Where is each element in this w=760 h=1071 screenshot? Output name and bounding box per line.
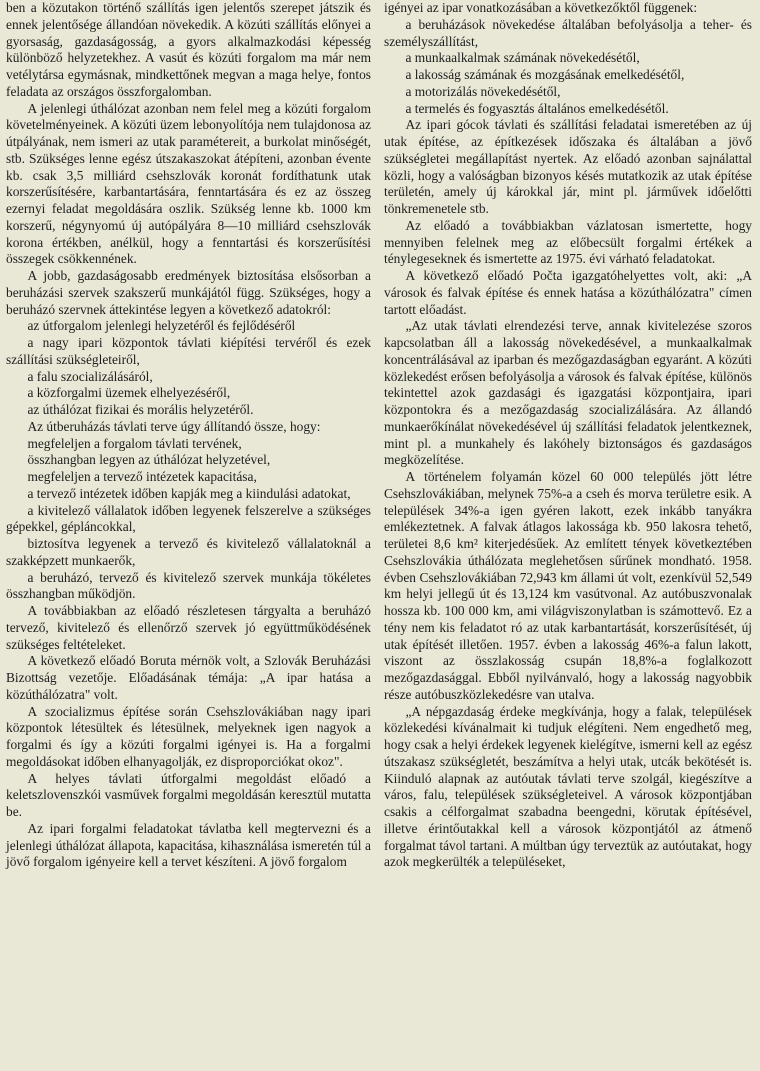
list-item: az úthálózat fizikai és morális helyzetéről.: [27, 402, 254, 417]
list-item: a közforgalmi üzemek elhelyezéséről,: [27, 385, 231, 401]
paragraph: Az előadó a továbbiakban vázlatosan ismertette, hogy mennyiben felelnek meg az előbecsült forgalmi értékek a ténylegeseknek és ismertette az 1975. évi várható feladatokat.: [384, 217, 752, 267]
paragraph: Az ipari forgalmi feladatokat távlatba kell megtervezni és a jelenlegi úthálózat állapota, kapacitása, kihasználása ismeretén túl a jövő forgalom igényeire kell a tervet készíteni. A jövő forgalom: [6, 820, 371, 870]
list-item: a kivitelező vállalatok időben legyenek felszerelve a szükséges gépekkel, gépláncokkal,: [6, 502, 371, 535]
list-item: megfeleljen a tervező intézetek kapacitása,: [27, 469, 257, 484]
paragraph: A jelenlegi úthálózat azonban nem felel meg a közúti forgalom követelményeinek. A közúti üzem lebonyolítója nem tulajdonosa az útpályának, nem ismeri az utak paramétereit, a burkolat minőségét, stb. Szükséges lenne egész útszakaszokat átépíteni, azonban évente kb. csak 3,5 milliárd csehszlovák koronát fordíthatunk utak korszerűsítésére, karbantartására, fenntartására és ez az összeg ezernyi feladat megoldására oszlik. Szükség lenne kb. 1000 km korszerű, négynyomú új autópályára 8—10 milliárd csehszlovák korona értékben, anélkül, hogy a fenntartási és korszerűsítési összegek csökkennének.: [6, 100, 371, 267]
paragraph: A jobb, gazdaságosabb eredmények biztosítása elsősorban a beruházási szervek szakszerű munkájától függ. Szükséges, hogy a beruházó szervnek áttekintése legyen a következő adatokról:: [6, 268, 371, 317]
list-item: a beruházások növekedése általában befolyásolja a teher- és személyszállítást,: [384, 16, 752, 49]
paragraph: igényei az ipar vonatkozásában a következőktől függenek:: [384, 0, 698, 15]
list-item: a motorizálás növekedésétől,: [405, 83, 561, 99]
paragraph: A következő előadó Počta igazgatóhelyettes volt, aki: „A városok és falvak építése és ennek hatása a közúthálózatra" címen tartott előadást.: [384, 268, 752, 317]
paragraph: A továbbiakban az előadó részletesen tárgyalta a beruházó tervező, kivitelező és ellenőrző szervek jó együttműködésének szükséges feltételeket.: [6, 603, 371, 652]
paragraph: A következő előadó Boruta mérnök volt, a Szlovák Beruházási Bizottság vezetője. Előadásának témája: „A ipar hatása a közúthálózatra" volt.: [6, 653, 371, 702]
list-item: biztosítva legyenek a tervező és kivitelező vállalatoknál a szakképzett munkaerők,: [6, 536, 371, 568]
list-item: megfeleljen a forgalom távlati tervének,: [27, 435, 242, 451]
list-item: a munkaalkalmak számának növekedésétől,: [405, 50, 640, 66]
list-item: az útforgalom jelenlegi helyzetéről és fejlődéséről: [27, 318, 296, 334]
paragraph: „Az utak távlati elrendezési terve, annak kivitelezése szoros kapcsolatban áll a lakosság növekedésével, a munkaalkalmak koncentrálásával az iparban és mezőgazdaságban egyaránt. A közúti közlekedést erősen befolyásolja a városok és falvak építése, különös tekintettel azok gazdasági és igazgatási központjaira, ipari központokra és a mezőgazdaság szocializálására. Az állandó munkaerőkínálat növekedésével új szállítási feladatok jelentkeznek, mint pl. a munkahely és lakóhely biztonságos és gazdaságos megközelítése.: [384, 318, 752, 468]
list-item: a lakosság számának és mozgásának emelkedésétől,: [405, 67, 685, 82]
paragraph: „A népgazdaság érdeke megkívánja, hogy a falak, települések közlekedési kívánalmait ki tudjuk elégíteni. Nem engedhető meg, hogy csak a helyi érdekek legyenek kielégítve, ismerni kell az egész útszakasz szükségletét, beszámítva a helyi utak, utcák bekötését is. Kiinduló alapnak az autóutak távlati terve szolgál, kiegészítve a város, falu, települések szükségleteivel. A városok központjában csakis a célforgalmat szabadna beengedni, körutak építésével, illetve érintőutakkal kell a városok központjától az átmenő forgalmat távol tartani. A múltban úgy terveztük az autóutakat, hogy azok megkerülték a településeket,: [384, 703, 752, 870]
left-column: [6, 0, 371, 871]
paragraph: A helyes távlati útforgalmi megoldást előadó a keletszlovenszkói vasművek forgalmi megoldásán keresztül mutatta be.: [6, 770, 371, 819]
list-item: a beruházó, tervező és kivitelező szervek munkája tökéletes összhangban működjön.: [6, 569, 371, 602]
list-item: a nagy ipari központok távlati kiépítési tervéről és ezek szállítási szükségleteiről,: [6, 335, 371, 367]
list-item: a tervező intézetek időben kapják meg a kiindulási adatokat,: [27, 485, 351, 501]
paragraph: ben a közutakon történő szállítás igen jelentős szerepet játszik és ennek jelentősége állandóan növekedik. A közúti szállítás előnyei a gyorsaság, gazdaságosság, a gyors alkalmazkodási képesség különböző helyzetekhez. A vasút és közúti forgalom ma már nem vetélytársa egymásnak, mindkettőnek megvan a maga helye, fontos feladata az országos összforgalomban.: [6, 0, 371, 99]
paragraph: A történelem folyamán közel 60 000 település jött létre Csehszlovákiában, melynek 75%-a a cseh és morva területre esik. A települések 34%-a igen gyéren lakott, ezek inkább tanyákra emlékeztetnek. A falvak átlagos lakossága kb. 950 lakosra tehető, területei 8,6 km² kiterjedésűek. Az említett tények következtében Csehszlovákia úthálózata meglehetősen sűrűnek mondható. 1958. évben Csehszlovákiában 72,943 km állami út volt, ezenkívül 52,549 km helyi jellegű út és 13,124 km vasútvonal. Az autóbuszvonalak hossza kb. 100 000 km, ami világviszonylatban is számottevő. Ez a tény nem kis feladatot ró az utak karbantartását, korszerűsítését, új utak építését illetően. 1957. évben a lakosság 46%-a falun lakott, viszont az összlakosság csupán 18,8%-a foglalkozott mezőgazdasággal. Ebből nyilvánvaló, hogy a lakosság nagyobbik része autóbuszközlekedésre van utalva.: [384, 469, 752, 702]
paragraph: Az útberuházás távlati terve úgy állítandó össze, hogy:: [27, 418, 321, 434]
right-column: [384, 0, 752, 871]
list-item: a falu szocializálásáról,: [27, 368, 153, 384]
list-item: a termelés és fogyasztás általános emelkedésétől.: [405, 100, 669, 116]
paragraph: Az ipari gócok távlati és szállítási feladatai ismeretében az új utak építése, az építkezések időszaka és általában a jövő szükségletei megállapítást nyertek. Az előadó azonban sajnálattal közli, hogy a valóságban bizonyos késés mutatkozik az utak építése területén, amely új károkkal jár, mint pl. járművek időelőtti tönkremenetele stb.: [384, 117, 752, 216]
list-item: összhangban legyen az úthálózat helyzetével,: [27, 452, 271, 468]
paragraph: A szocializmus építése során Csehszlovákiában nagy ipari központok létesültek és létesülnek, melyeknek igen nagyok a forgalmi és így a közúti forgalmi igényei is. Ha a forgalmi megoldásokat időben elhanyagolják, ez disproporciókat okoz".: [6, 703, 371, 769]
